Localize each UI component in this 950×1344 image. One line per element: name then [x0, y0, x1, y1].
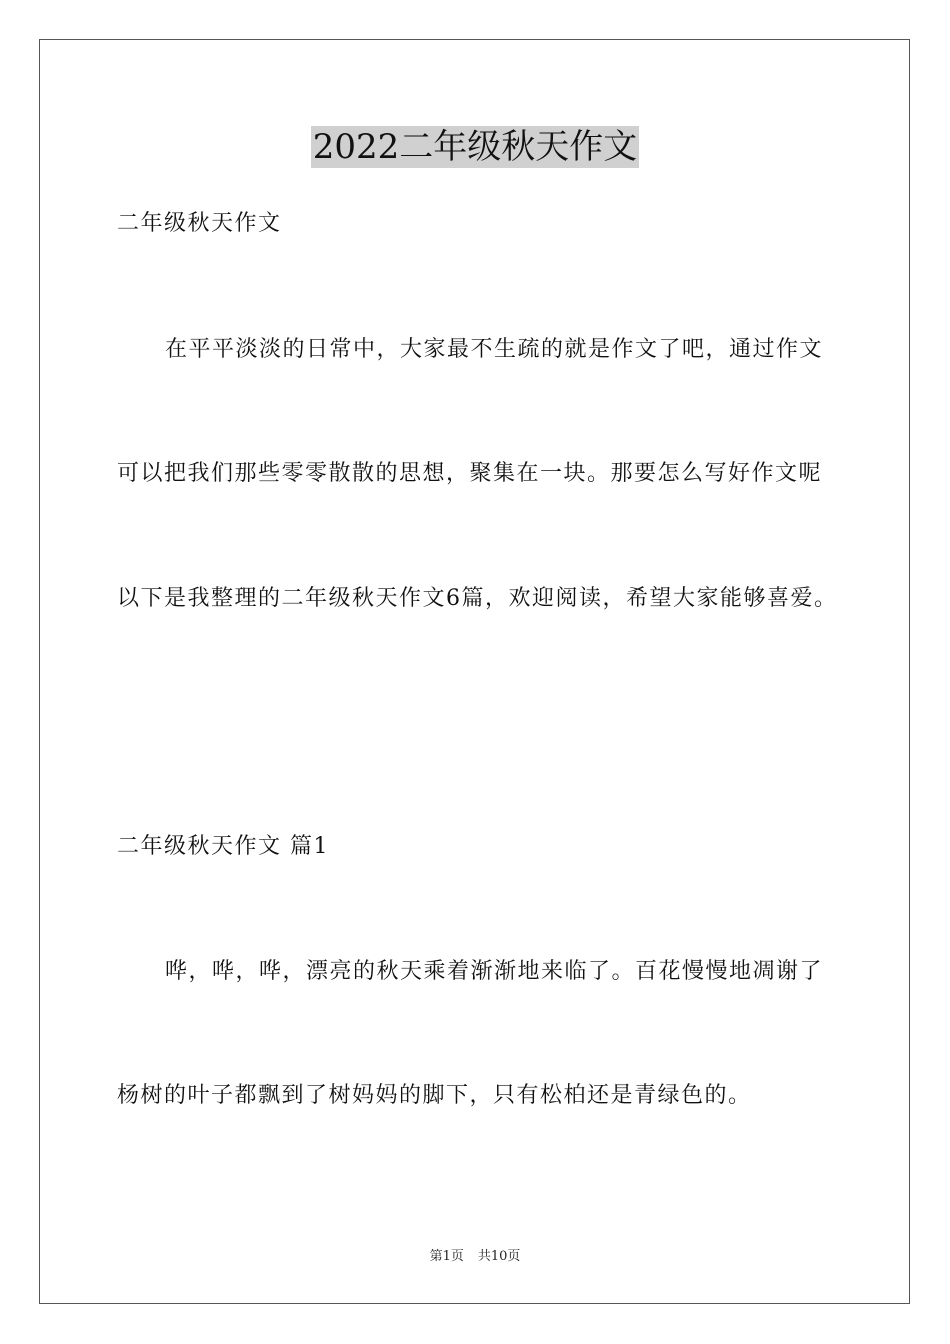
document-title-text: 2022二年级秋天作文	[312, 127, 638, 167]
document-title	[0, 126, 950, 168]
section-heading: 二年级秋天作文 篇1	[117, 834, 329, 859]
page-number: 第1页	[429, 1249, 464, 1264]
section-line-2: 杨树的叶子都飘到了树妈妈的脚下，只有松柏还是青绿色的。	[117, 1083, 752, 1108]
intro-line-2: 可以把我们那些零零散散的思想，聚集在一块。那要怎么写好作文呢	[117, 461, 823, 486]
page-total: 共10页	[477, 1249, 521, 1264]
section-line-1: 哗，哗，哗，漂亮的秋天乘着渐渐地来临了。百花慢慢地凋谢了	[165, 959, 824, 984]
page-footer	[0, 1248, 950, 1266]
intro-line-3: 以下是我整理的二年级秋天作文6篇，欢迎阅读，希望大家能够喜爱。	[117, 586, 838, 611]
document-subtitle: 二年级秋天作文	[117, 211, 282, 236]
intro-line-1: 在平平淡淡的日常中，大家最不生疏的就是作文了吧，通过作文	[165, 337, 824, 362]
